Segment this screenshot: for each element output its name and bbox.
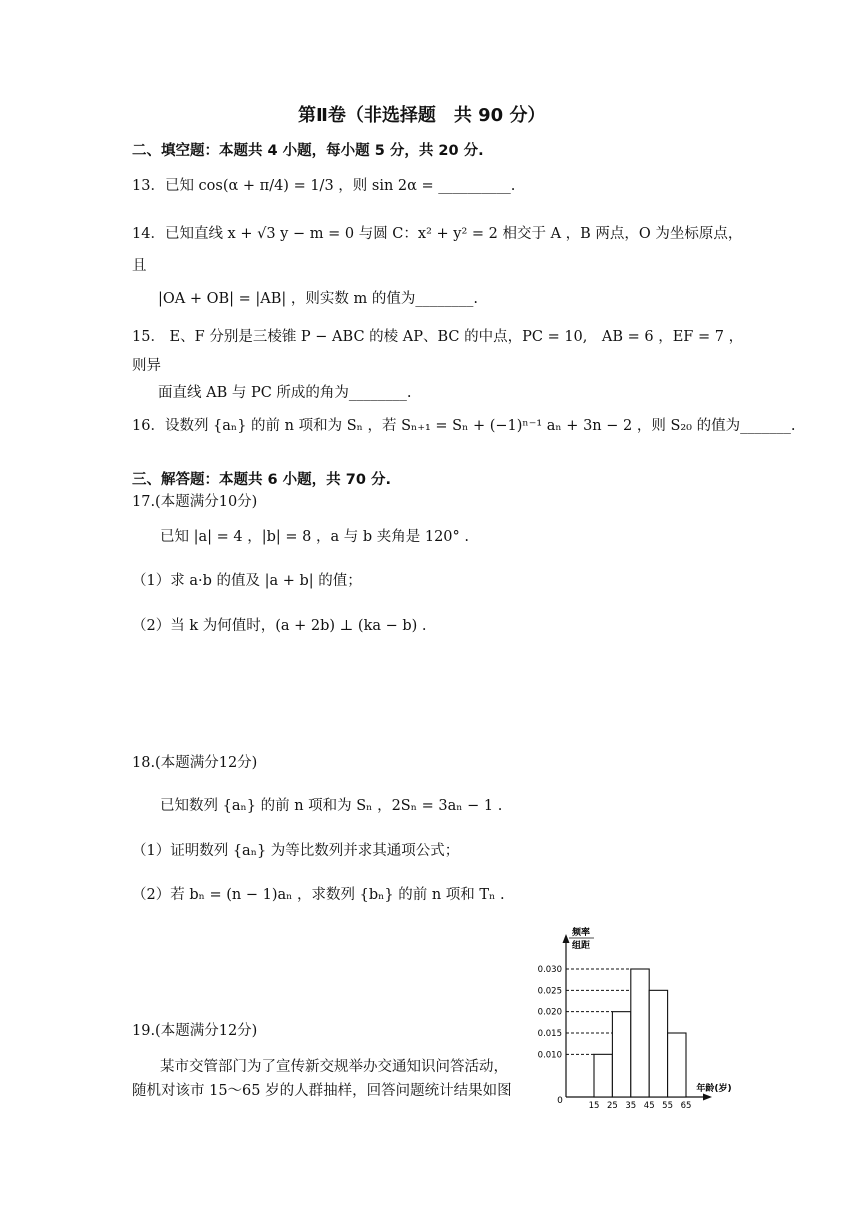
x-tick-label: 35 <box>625 1101 637 1111</box>
histogram-bar <box>631 969 649 1097</box>
question-19-line-2: 随机对该市 15～65 岁的人群抽样，回答问题统计结果如图 <box>132 1083 512 1099</box>
question-15-line-1: 15． E、F 分别是三棱锥 P − ABC 的棱 AP、BC 的中点，PC = 10, AB = 6 ，EF = 7 ， <box>132 329 744 345</box>
question-15-line-2: 则异 <box>132 358 161 374</box>
frequency-histogram <box>518 922 746 1120</box>
histogram-bar <box>594 1054 612 1097</box>
y-tick-label: 0.030 <box>537 965 562 975</box>
question-17-part-2: （2）当 k 为何值时，(a + 2b) ⊥ (ka − b) . <box>132 618 427 634</box>
section-heading-solve: 三、解答题：本题共 6 小题，共 70 分. <box>132 472 391 488</box>
question-17-stem: 已知 |a| = 4 ，|b| = 8 ，a 与 b 夹角是 120° . <box>160 529 469 545</box>
question-13: 13．已知 cos(α + π/4) = 1/3 ，则 sin 2α = __________. <box>132 178 516 194</box>
question-16: 16．设数列 {aₙ} 的前 n 项和为 Sₙ ，若 Sₙ₊₁ = Sₙ + (−1)ⁿ⁻¹ aₙ + 3n − 2 ，则 S₂₀ 的值为_______. <box>132 418 796 434</box>
y-axis-arrow <box>563 934 570 943</box>
question-19-title: 19.(本题满分12分) <box>132 1023 258 1039</box>
origin-label: 0 <box>557 1096 563 1106</box>
question-18-title: 18.(本题满分12分) <box>132 755 258 771</box>
histogram-bar <box>649 990 667 1097</box>
question-18-part-2: （2）若 bₙ = (n − 1)aₙ ，求数列 {bₙ} 的前 n 项和 Tₙ . <box>132 887 505 903</box>
question-14-line-2: 且 <box>132 258 147 274</box>
question-14-line-1: 14．已知直线 x + √3 y − m = 0 与圆 C：x² + y² = 2 相交于 A ，B 两点，O 为坐标原点， <box>132 226 743 242</box>
y-tick-label: 0.020 <box>537 1007 562 1018</box>
question-18-stem: 已知数列 {aₙ} 的前 n 项和为 Sₙ ，2Sₙ = 3aₙ − 1 . <box>160 798 503 814</box>
histogram-bar <box>612 1012 630 1097</box>
y-tick-label: 0.025 <box>537 986 562 997</box>
y-tick-label: 0.015 <box>537 1029 562 1039</box>
x-axis-label: 年龄(岁) <box>696 1084 732 1094</box>
page-title: 第Ⅱ卷（非选择题 共 90 分） <box>298 105 546 126</box>
question-19-line-1: 某市交管部门为了宣传新交规举办交通知识问答活动， <box>160 1059 508 1075</box>
x-tick-label: 45 <box>643 1101 655 1111</box>
y-tick-label: 0.010 <box>537 1050 562 1061</box>
histogram-bar <box>668 1033 686 1097</box>
question-17-part-1: （1）求 a·b 的值及 |a + b| 的值； <box>132 573 362 589</box>
x-tick-label: 25 <box>606 1101 618 1111</box>
y-axis-label-top: 频率 <box>571 928 591 938</box>
chart-marks <box>538 965 692 1111</box>
x-tick-label: 65 <box>680 1101 692 1111</box>
x-tick-label: 55 <box>662 1101 674 1111</box>
section-heading-fill-in: 二、填空题：本题共 4 小题，每小题 5 分，共 20 分. <box>132 143 484 159</box>
question-17-title: 17.(本题满分10分) <box>132 494 258 510</box>
y-axis-label-bottom: 组距 <box>571 941 591 951</box>
x-tick-label: 15 <box>588 1101 600 1111</box>
question-15-line-3: 面直线 AB 与 PC 所成的角为________. <box>158 385 412 401</box>
question-14-line-3: |OA + OB| = |AB| ，则实数 m 的值为________. <box>158 291 478 307</box>
x-axis-arrow <box>703 1094 712 1101</box>
question-18-part-1: （1）证明数列 {aₙ} 为等比数列并求其通项公式； <box>132 843 460 859</box>
